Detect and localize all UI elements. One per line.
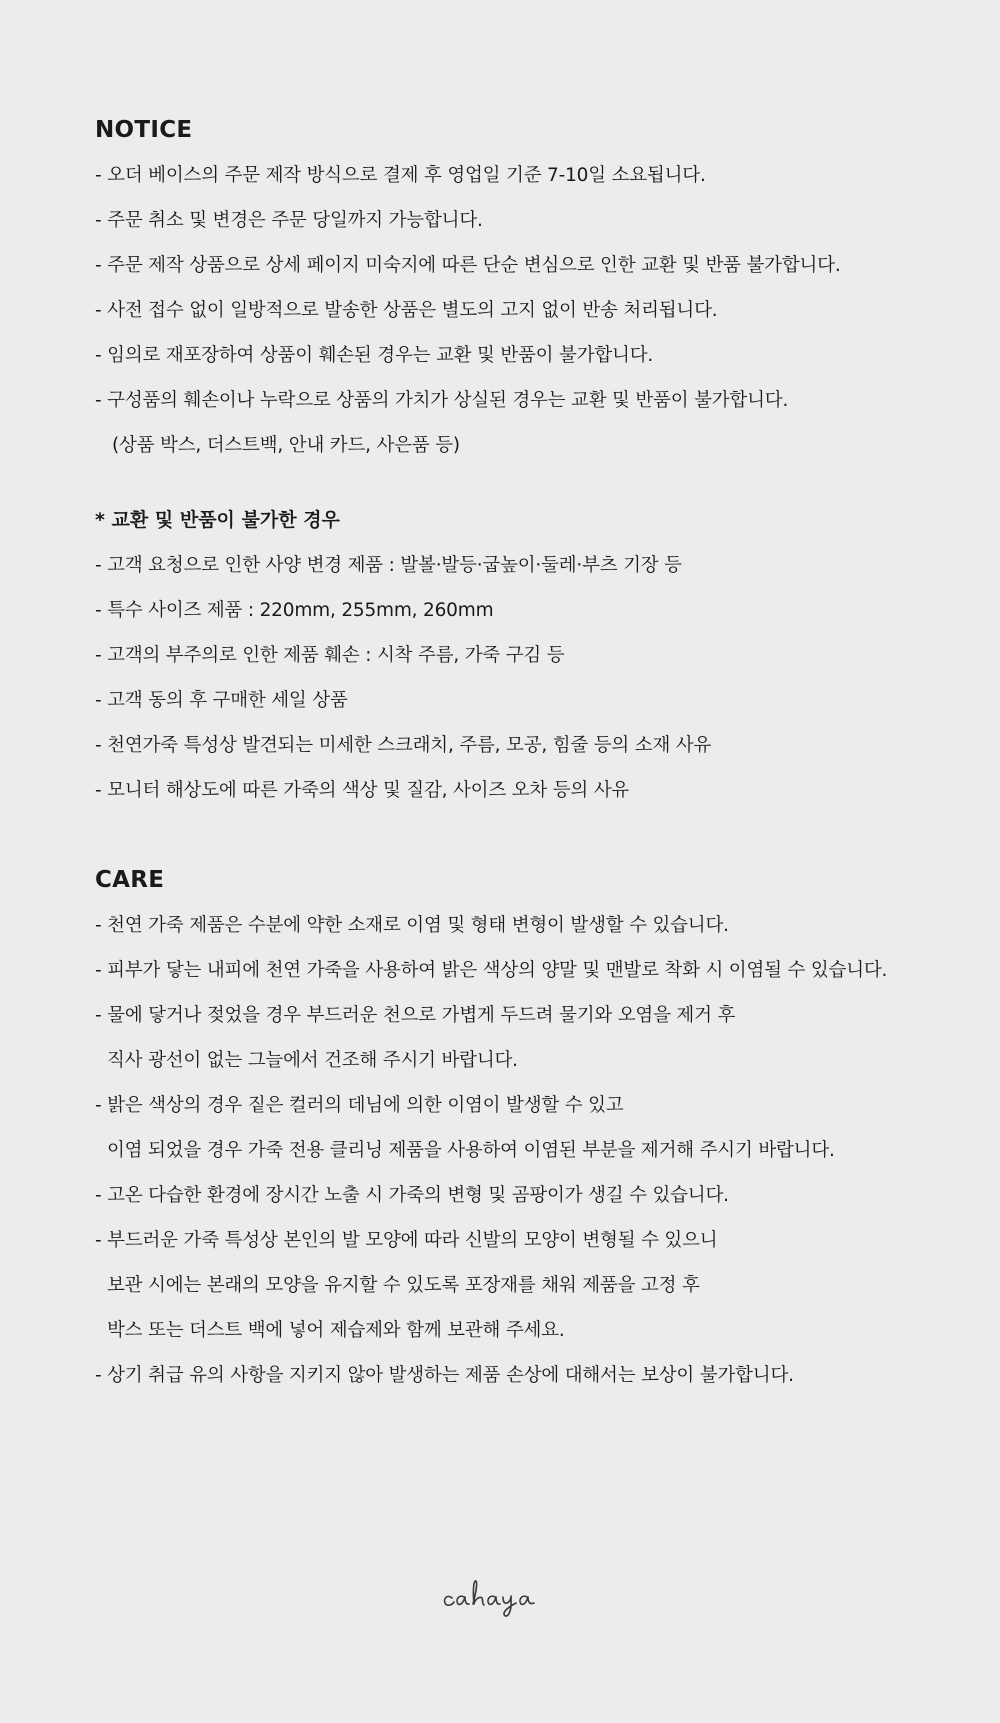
care-line: - 밝은 색상의 경우 짙은 컬러의 데님에 의한 이염이 발생할 수 있고 [95,1095,624,1116]
care-line: - 상기 취급 유의 사항을 지키지 않아 발생하는 제품 손상에 대해서는 보상이 불가합니다. [95,1365,794,1386]
notice-heading: NOTICE [95,117,193,143]
care-line: - 천연 가죽 제품은 수분에 약한 소재로 이염 및 형태 변형이 발생할 수 있습니다. [95,915,729,936]
care-line: - 피부가 닿는 내피에 천연 가죽을 사용하여 밝은 색상의 양말 및 맨발로 착화 시 이염될 수 있습니다. [95,960,888,981]
non-returnable-line: - 고객의 부주의로 인한 제품 훼손 : 시착 주름, 가죽 구김 등 [95,645,565,666]
notice-line: - 임의로 재포장하여 상품이 훼손된 경우는 교환 및 반품이 불가합니다. [95,345,654,366]
non-returnable-line: - 고객 동의 후 구매한 세일 상품 [95,690,348,711]
non-returnable-line: - 모니터 해상도에 따른 가죽의 색상 및 질감, 사이즈 오차 등의 사유 [95,780,630,801]
non-returnable-line: - 고객 요청으로 인한 사양 변경 제품 : 발볼·발등·굽높이·둘레·부츠 기장 등 [95,555,682,576]
notice-line-continuation: (상품 박스, 더스트백, 안내 카드, 사은품 등) [112,435,460,456]
care-line: - 부드러운 가죽 특성상 본인의 발 모양에 따라 신발의 모양이 변형될 수 있으니 [95,1230,718,1251]
notice-line: - 주문 취소 및 변경은 주문 당일까지 가능합니다. [95,210,483,231]
cahaya-logo [440,1570,560,1620]
notice-line: - 사전 접수 없이 일방적으로 발송한 상품은 별도의 고지 없이 반송 처리됩니다. [95,300,718,321]
non-returnable-heading: * 교환 및 반품이 불가한 경우 [95,509,340,531]
care-heading: CARE [95,867,165,893]
care-line-continuation: 이염 되었을 경우 가죽 전용 클리닝 제품을 사용하여 이염된 부분을 제거해 주시기 바랍니다. [107,1140,835,1161]
notice-line: - 주문 제작 상품으로 상세 페이지 미숙지에 따른 단순 변심으로 인한 교환 및 반품 불가합니다. [95,255,841,276]
care-line: - 물에 닿거나 젖었을 경우 부드러운 천으로 가볍게 두드려 물기와 오염을 제거 후 [95,1005,736,1026]
non-returnable-line: - 특수 사이즈 제품 : 220mm, 255mm, 260mm [95,600,494,621]
care-line-continuation: 박스 또는 더스트 백에 넣어 제습제와 함께 보관해 주세요. [107,1320,565,1341]
notice-line: - 구성품의 훼손이나 누락으로 상품의 가치가 상실된 경우는 교환 및 반품이 불가합니다. [95,390,789,411]
notice-line: - 오더 베이스의 주문 제작 방식으로 결제 후 영업일 기준 7-10일 소요됩니다. [95,165,706,186]
care-line: - 고온 다습한 환경에 장시간 노출 시 가죽의 변형 및 곰팡이가 생길 수 있습니다. [95,1185,729,1206]
non-returnable-line: - 천연가죽 특성상 발견되는 미세한 스크래치, 주름, 모공, 힘줄 등의 소재 사유 [95,735,712,756]
care-line-continuation: 보관 시에는 본래의 모양을 유지할 수 있도록 포장재를 채워 제품을 고정 후 [107,1275,700,1296]
care-line-continuation: 직사 광선이 없는 그늘에서 건조해 주시기 바랍니다. [107,1050,518,1071]
